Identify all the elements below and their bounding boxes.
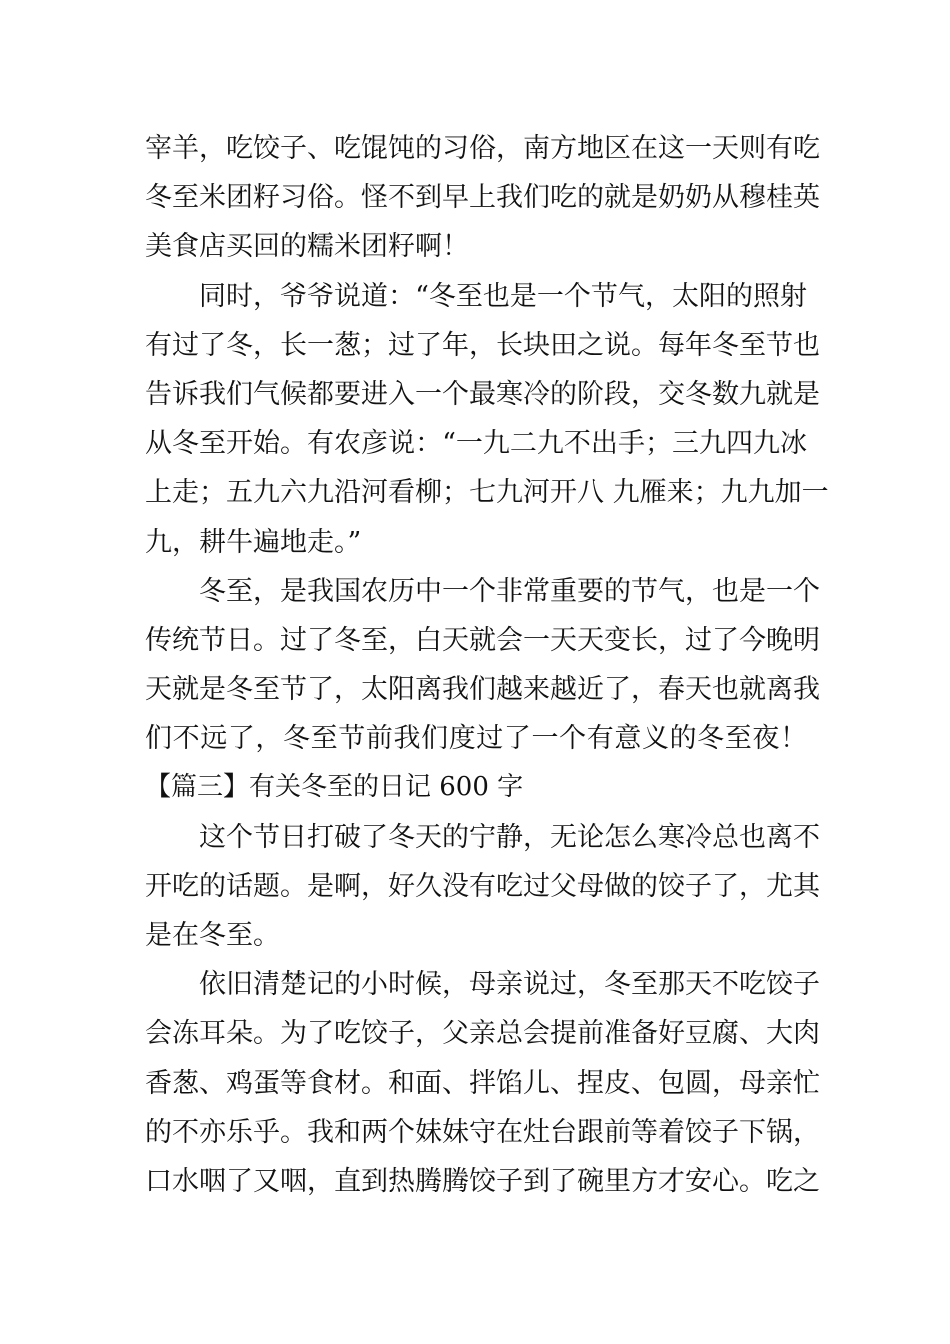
- text-line: 的不亦乐乎。我和两个妹妹守在灶台跟前等着饺子下锅，: [145, 1116, 820, 1148]
- text-line: 香葱、鸡蛋等食材。和面、拌馅儿、捏皮、包圆，母亲忙: [145, 1067, 820, 1099]
- text-line: 是在冬至。: [145, 920, 280, 951]
- text-line: 们不远了，冬至节前我们度过了一个有意义的冬至夜！: [145, 723, 807, 755]
- body-text: [145, 124, 829, 1206]
- text-line: 上走；五九六九沿河看柳；七九河开八 九雁来；九九加一: [145, 477, 829, 509]
- text-line: 传统节日。过了冬至，白天就会一天天变长，过了今晚明: [145, 624, 820, 656]
- text-line: 会冻耳朵。为了吃饺子，父亲总会提前准备好豆腐、大肉: [145, 1018, 820, 1050]
- text-line: 依旧清楚记的小时候，母亲说过，冬至那天不吃饺子: [145, 969, 820, 1001]
- text-line: 口水咽了又咽，直到热腾腾饺子到了碗里方才安心。吃之: [145, 1165, 820, 1197]
- text-line: 这个节日打破了冬天的宁静，无论怎么寒冷总也离不: [145, 821, 820, 853]
- section-heading: 【篇三】有关冬至的日记 600 字: [145, 772, 524, 803]
- text-line: 冬至，是我国农历中一个非常重要的节气，也是一个: [145, 575, 820, 607]
- text-line: 同时，爷爷说道：“冬至也是一个节气，太阳的照射: [145, 280, 807, 312]
- text-line: 冬至米团籽习俗。怪不到早上我们吃的就是奶奶从穆桂英: [145, 182, 820, 214]
- text-line: 告诉我们气候都要进入一个最寒冷的阶段，交冬数九就是: [145, 378, 820, 410]
- text-line: 宰羊，吃饺子、吃馄饨的习俗，南方地区在这一天则有吃: [145, 133, 820, 164]
- text-line: 开吃的话题。是啊，好久没有吃过父母做的饺子了，尤其: [145, 870, 820, 902]
- text-line: 九，耕牛遍地走。”: [145, 526, 362, 558]
- text-line: 从冬至开始。有农彦说：“一九二九不出手；三九四九冰: [145, 428, 807, 460]
- text-line: 天就是冬至节了，太阳离我们越来越近了，春天也就离我: [145, 674, 820, 706]
- text-line: 美食店买回的糯米团籽啊！: [145, 231, 469, 263]
- text-line: 有过了冬，长一葱；过了年，长块田之说。每年冬至节也: [145, 329, 820, 361]
